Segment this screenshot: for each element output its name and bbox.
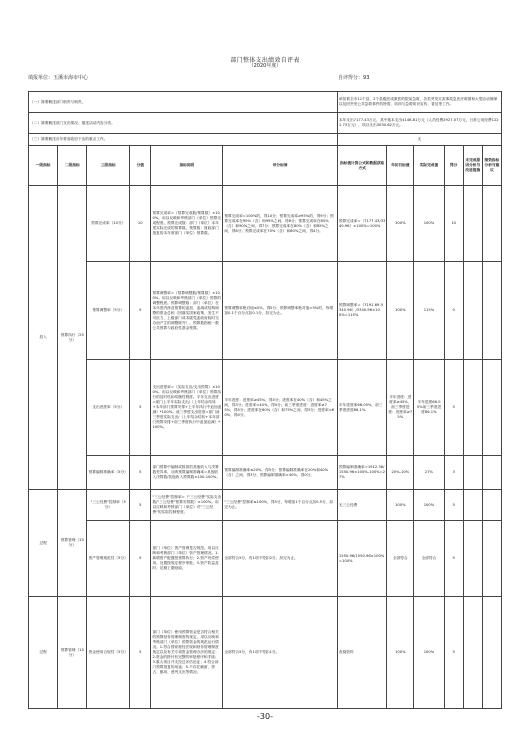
row-reason bbox=[463, 262, 482, 360]
row-score: 5 bbox=[130, 360, 151, 456]
row-reason bbox=[463, 597, 482, 709]
summary-row-2 bbox=[29, 113, 502, 134]
row-formula: 无三公经费 bbox=[337, 490, 386, 521]
row-got: 10 bbox=[444, 186, 463, 262]
row-l3: 资金使用合规性（5分） bbox=[87, 597, 130, 709]
header-target: 年初目标值 bbox=[387, 146, 414, 186]
summary-q1-value: 承担着全市11个县、2个县级医成康医的院前急救、各类突发灾害事故急医疗救援和大型活动保障以及因突发公共急救事件的特需、培训与急救知识宣传、普及等工作。 bbox=[337, 92, 501, 113]
header-actual: 实际完成值 bbox=[414, 146, 444, 186]
row-target: 100% bbox=[387, 490, 414, 521]
row-std: 预算编制准确率≤20%，得5分；预算编制准确率在20%和40%（含）之间，得3分；预算编制准确率>40%，得0分。 bbox=[223, 456, 338, 490]
self-score bbox=[338, 74, 369, 81]
row-score: 5 bbox=[130, 456, 151, 490]
row-actual: 100% bbox=[414, 186, 444, 262]
header-reason: 未完成原因分析与改进措施 bbox=[463, 146, 482, 186]
row-actual: 100% bbox=[414, 597, 444, 709]
row-actual: 全部符合 bbox=[414, 521, 444, 597]
row-std: 全部符合5分，有1项不符扣2分，扣完为止。 bbox=[223, 521, 338, 597]
unit-label-text: 填报单位： bbox=[28, 75, 54, 81]
row-target: 100% bbox=[387, 597, 414, 709]
row-desc: 部门（单位）资产管理是否规范，用以反映和考核部门（单位）资产管理情况。1.新增资产配置按预算执行；2.资产有偿使用、处置按规定程序审批；3.资产收益及时、足额上缴财政。 bbox=[151, 521, 223, 597]
row-score: 5 bbox=[130, 597, 151, 709]
row-target: 100% bbox=[387, 262, 414, 360]
row-advice bbox=[482, 456, 501, 490]
row-desc: 预算调整率=（预算调整数/预算数）×100%。用以反映和考核部门（单位）预算的调整程度。预算调整数：部门（单位）在本年度内涉及预算的追加、追减或结构调整的资金总和（因落实国家政策、发生不可抗力、上级部门或本级党委政府临时交办而产生的调整除外）。预算数指统一数公共预算与政府性基金预算。 bbox=[151, 262, 223, 360]
row-l2: 预算执行（25分） bbox=[58, 186, 87, 490]
row-actual: 27% bbox=[414, 456, 444, 490]
row-desc: 部门（单位）使用预算资金是否符合相关的预算财务管理制度的规定，用以反映和考核部门（单位）预算资金的规范运行情况。1.符合国家财经法规和财务管理制度规定以及有关专项资金管理办法的规定；2.资金的拨付有完整的审批程序和手续；3.重大项目开支经过评估论证；4.符合部门预算批复的用途；5.不存在截留、挤占、挪用、虚列支出等情况。 bbox=[151, 597, 223, 709]
row-desc: 部门预算中编制或拨款的其他收入与决算数差异率，反映预算编制准确率=其他收入决算数/其他收入预算数×100-100%。 bbox=[151, 456, 223, 490]
row-l3: 预算调整率（5分） bbox=[87, 262, 130, 360]
self-score-label: 自评得分： bbox=[338, 75, 364, 81]
section-input: 投入 bbox=[29, 186, 58, 490]
row-target: 20%-10% bbox=[387, 456, 414, 490]
page-title: 部门整体支出绩效自评表 bbox=[230, 57, 300, 64]
page-year: （2020年度） bbox=[248, 63, 282, 69]
row-reason bbox=[463, 186, 482, 262]
row-reason bbox=[463, 490, 482, 521]
self-score-value: 93 bbox=[363, 75, 370, 81]
row-formula: 预算编制准确率=1912.36/1550.96×100%-100%=27% bbox=[337, 456, 386, 490]
row-target: 全部符合 bbox=[387, 521, 414, 597]
row-score: 5 bbox=[130, 490, 151, 521]
header-score: 分值 bbox=[130, 146, 151, 186]
page-number: -30- bbox=[257, 712, 273, 721]
row-got: 5 bbox=[444, 521, 463, 597]
row-l3: 资产管理规范性（5分） bbox=[87, 521, 130, 597]
row-l3: 预算完成率（10分） bbox=[87, 186, 130, 262]
header-standard: 评分标准 bbox=[223, 146, 338, 186]
row-got: 3 bbox=[444, 456, 463, 490]
summary-row-1 bbox=[29, 92, 502, 113]
row-l2: 预算管理（15分） bbox=[58, 490, 87, 597]
row-target: 100% bbox=[387, 186, 414, 262]
row-formula: 查阅资料 bbox=[337, 597, 386, 709]
header-level3: 三级指标 bbox=[87, 146, 130, 186]
row-advice bbox=[482, 186, 501, 262]
summary-row-3 bbox=[29, 134, 502, 146]
table-row bbox=[29, 456, 502, 490]
row-l3: 预算编制准确率（5分） bbox=[87, 456, 130, 490]
header-level2: 二级指标 bbox=[58, 146, 87, 186]
unit-name: 玉溪市海市中心 bbox=[53, 75, 89, 81]
row-std: "三公经费"控制率≤100%，得5分，每增加1个百分点扣0.5分，扣完为止。 bbox=[223, 490, 338, 521]
performance-table bbox=[28, 91, 502, 709]
row-target: 半年进度：进度率≥45%，前三季度进度：进度率≥75% bbox=[387, 360, 414, 456]
row-desc: 支出进度率=（实际支出/支出预算）×100%。用以反映和考核部门（单位）预算执行的及时性和均衡性程度。半年支出进度=部门上半年实际支出/（上年结余结转+本年部门预算安排+上半年执行中追加追减）*100%。前三季度支出进度=部门前三季度实际支出/（上年结余结转+本年部门预算安排+前三季度执行中追加追减）*100%。 bbox=[151, 360, 223, 456]
row-l3: 支出进度率（5分） bbox=[87, 360, 130, 456]
row-std: 半年进度：进度率≥45%，得5分；进度率在40%（含）和45%之间，得3分；进度率<40%，得0分。前三季度进度：进度率≥75%，得5分；进度率在60%（含）和75%之间，得3分；进度率<60%，得0分。 bbox=[223, 360, 338, 456]
row-actual: 115% bbox=[414, 262, 444, 360]
row-l3: "三公经费"控制率（5分） bbox=[87, 490, 130, 521]
row-score: 10 bbox=[130, 186, 151, 262]
summary-q3-value: 无 bbox=[337, 134, 501, 146]
row-reason bbox=[463, 456, 482, 490]
row-advice bbox=[482, 262, 501, 360]
table-row bbox=[29, 186, 502, 262]
unit-label bbox=[28, 74, 88, 81]
row-desc: 预算完成率=（预算完成数/预算数）×100%。用以反映和考核部门（单位）预算完成程度。预算完成数：部门（单位）本年度实际完成的预算数。预算数：财政部门批复的本年度部门（单位）预算数。 bbox=[151, 186, 223, 262]
row-advice bbox=[482, 521, 501, 597]
row-formula: 半年进度率66.05%，前三季度进度86.1% bbox=[337, 360, 386, 456]
header-got: 得分 bbox=[444, 146, 463, 186]
row-reason bbox=[463, 521, 482, 597]
section-process-2: 过程 bbox=[29, 597, 58, 709]
table-row bbox=[29, 490, 502, 521]
row-score: 5 bbox=[130, 521, 151, 597]
row-std: 全部符合5分，有1项不符扣1分。 bbox=[223, 597, 338, 709]
table-row bbox=[29, 360, 502, 456]
header-level1: 一级指标 bbox=[29, 146, 58, 186]
section-process-1: 过程 bbox=[29, 490, 58, 597]
row-std: 预算调整率绝对值≤5%，得5分；预算调整率绝对值>5%的，每增加0.1个百分点扣0.1分，扣完为止。 bbox=[223, 262, 338, 360]
row-formula: 1550.96/1550.96×100%=100% bbox=[337, 521, 386, 597]
row-got: 5 bbox=[444, 360, 463, 456]
row-formula: 预算完成率=（7177.43/3340.96）×100%=100% bbox=[337, 186, 386, 262]
header-formula: 指标值计算公式和数据获取方式 bbox=[337, 146, 386, 186]
row-got: 0 bbox=[444, 262, 463, 360]
row-actual: 100% bbox=[414, 490, 444, 521]
row-score: 5 bbox=[130, 262, 151, 360]
row-advice bbox=[482, 490, 501, 521]
row-desc: "三公经费"控制率=（"三公经费"实际支出数/"三公经费"预算安排数）×100%。用以反映和考核部门（单位）对"三公经费"的实际控制程度。 bbox=[151, 490, 223, 521]
row-formula: 预算调整率=（7191.69-5340.96）/3340.96×100%=115% bbox=[337, 262, 386, 360]
header-description: 指标说明 bbox=[151, 146, 223, 186]
row-advice bbox=[482, 597, 501, 709]
row-std: 预算完成率=100%的，得10分；预算完成率≥95%的，得9分；预算完成率在90%（含）和95%之间，得8分；预算完成率在85%（含）和90%之间，得7分；预算完成率在80%（含）和85%之间，得6分；预算完成率在70%（含）和80%之间，得4分。 bbox=[223, 186, 338, 262]
row-actual: 半年进度66.05%前三季度进度86.1% bbox=[414, 360, 444, 456]
summary-q2-label: （二）简要概述部门支出情况，描述活动内容分类。 bbox=[29, 113, 338, 134]
row-got: 5 bbox=[444, 490, 463, 521]
header-advice: 绩效指标分析与建议 bbox=[482, 146, 501, 186]
summary-q1-label: （一）简要概述部门职责与职责。 bbox=[29, 92, 338, 113]
summary-q3-label: （三）简要概述各年要省政府下达的重点工作。 bbox=[29, 134, 338, 146]
header-row bbox=[29, 146, 502, 186]
row-reason bbox=[463, 360, 482, 456]
table-row bbox=[29, 597, 502, 709]
summary-q2-value: 本年支出7177.43万元，其中基本支出4146.81万元（人员经费2927.07万元，日常公用经费1221.73万元），项目支出3030.62万元。 bbox=[337, 113, 501, 134]
row-got: 5 bbox=[444, 597, 463, 709]
row-l2: 预算管理（15分） bbox=[58, 597, 87, 709]
row-advice bbox=[482, 360, 501, 456]
table-row bbox=[29, 262, 502, 360]
table-row bbox=[29, 521, 502, 597]
